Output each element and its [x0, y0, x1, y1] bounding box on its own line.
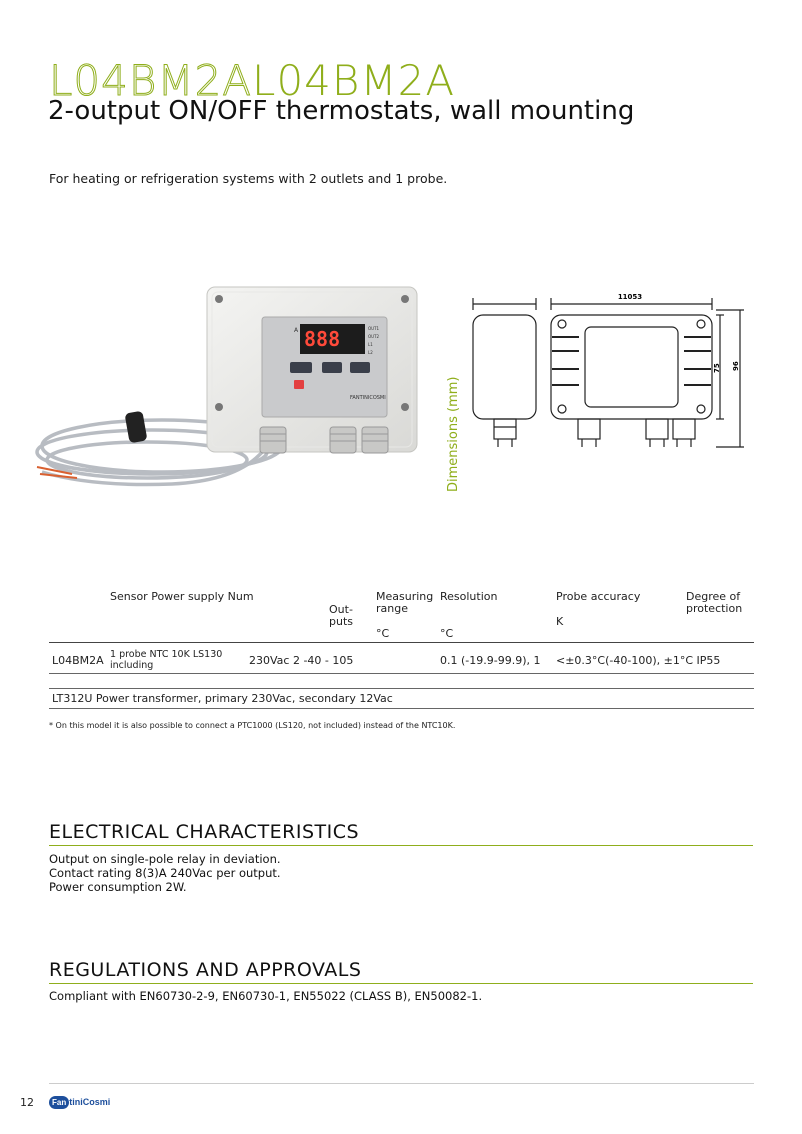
electrical-heading: ELECTRICAL CHARACTERISTICS — [49, 821, 360, 843]
th-outputs: Out- puts — [329, 603, 353, 628]
accessory-row: LT312U Power transformer, primary 230Vac, secondary 12Vac — [52, 692, 393, 705]
row-accuracy: <±0.3°C(-40-100), ±1°C IP55 — [556, 654, 721, 667]
svg-text:L2: L2 — [368, 350, 373, 355]
th-resolution: Resolution — [440, 590, 498, 603]
footer-rule — [49, 1083, 754, 1084]
electrical-line: Output on single-pole relay in deviation. — [49, 852, 281, 866]
page-subtitle: 2-output ON/OFF thermostats, wall mounting — [48, 96, 635, 126]
th-probe-accuracy-unit: K — [556, 615, 564, 628]
row-supply: 230Vac 2 -40 - 105 — [249, 654, 354, 667]
svg-text:L1: L1 — [368, 342, 373, 347]
product-photo — [32, 222, 457, 532]
logo-text: tiniCosmi — [69, 1097, 111, 1107]
th-measuring-range: Measuring range — [376, 590, 434, 615]
row-model: L04BM2A — [52, 654, 104, 667]
regulations-rule — [49, 983, 753, 984]
title-solid: L04BM2A — [252, 56, 456, 105]
electrical-rule — [49, 845, 753, 846]
page-number: 12 — [20, 1096, 34, 1109]
th-sensor: Sensor Power supply Num — [110, 590, 254, 603]
electrical-text — [49, 852, 281, 894]
intro-text: For heating or refrigeration systems with 2 outlets and 1 probe. — [49, 171, 448, 186]
th-measuring-unit: °C — [376, 627, 390, 640]
svg-text:A: A — [294, 327, 299, 334]
display-digits: 888 — [304, 327, 341, 351]
th-protection: Degree of protection — [686, 590, 743, 615]
regulations-text: Compliant with EN60730-2-9, EN60730-1, EN55022 (CLASS B), EN50082-1. — [49, 989, 483, 1003]
svg-text:OUT2: OUT2 — [368, 334, 380, 339]
row-rule — [49, 673, 754, 674]
electrical-line: Contact rating 8(3)A 240Vac per output. — [49, 866, 281, 880]
row-resolution: 0.1 (-19.9-99.9), 1 — [440, 654, 541, 667]
electrical-line: Power consumption 2W. — [49, 880, 187, 894]
regulations-heading: REGULATIONS AND APPROVALS — [49, 959, 362, 981]
accessory-top-rule — [49, 688, 754, 689]
dim-height-96: 96 — [732, 361, 740, 371]
brand-mark: FANTINICOSMI — [350, 395, 386, 401]
brand-logo — [49, 1094, 110, 1110]
footnote: * On this model it is also possible to connect a PTC1000 (LS120, not included) instead of the NTC10K. — [49, 721, 456, 730]
accessory-bottom-rule — [49, 708, 754, 709]
title-outline: L04BM2A — [49, 56, 253, 105]
dim-width: 11053 — [617, 293, 643, 301]
row-sensor: 1 probe NTC 10K LS130 including — [110, 649, 223, 671]
dimensions-label: Dimensions (mm) — [446, 376, 461, 492]
dimension-drawing — [440, 285, 760, 495]
th-resolution-unit: °C — [440, 627, 454, 640]
table-header-rule — [49, 642, 754, 643]
dim-height-75: 75 — [713, 363, 721, 373]
th-probe-accuracy: Probe accuracy — [556, 590, 641, 603]
svg-text:OUT1: OUT1 — [368, 326, 380, 331]
logo-badge: Fan — [49, 1096, 69, 1109]
